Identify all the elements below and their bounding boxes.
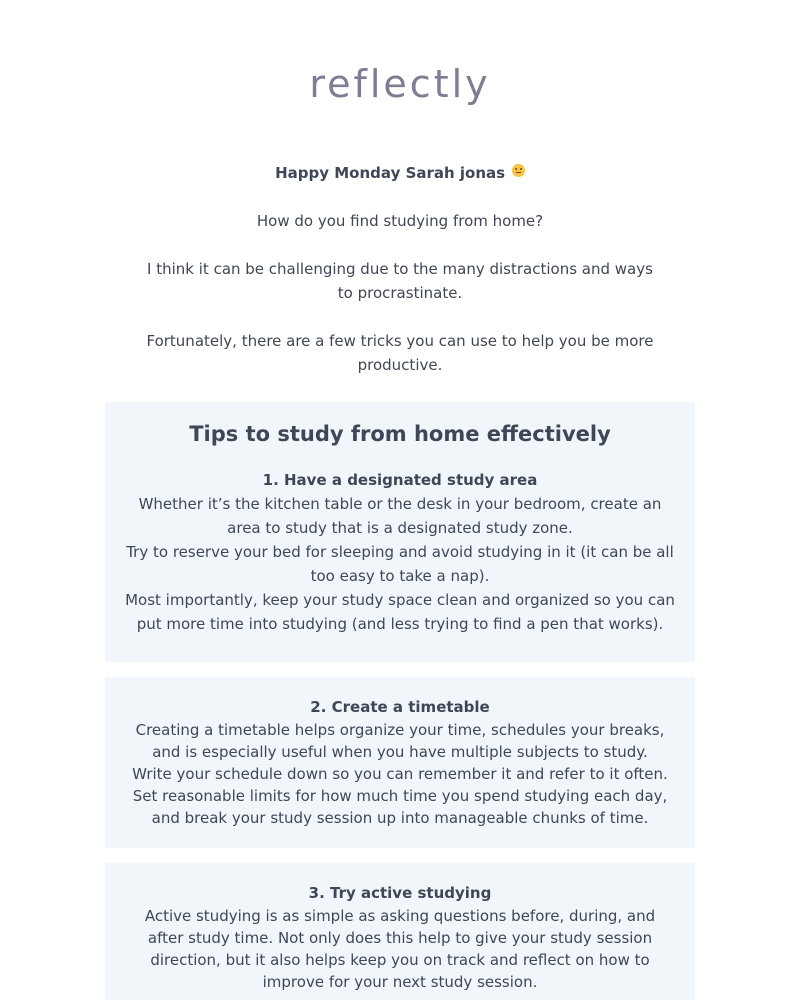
tip-heading: 3. Try active studying xyxy=(308,884,492,902)
tip-line: Active studying is as simple as asking questions before, during, and after study time. Not only does this help to give your study session direction, but it also helps keep you on track and reflect on how to improve for your next study session. xyxy=(144,907,656,991)
greeting-line xyxy=(140,161,660,185)
tip-heading: 1. Have a designated study area xyxy=(262,471,538,489)
tip-body xyxy=(125,492,675,636)
tip-line: Creating a timetable helps organize your time, schedules your breaks, and is especially useful when you have multiple subjects to study. xyxy=(135,721,665,761)
intro-paragraph: I think it can be challenging due to the many distractions and ways to procrastinate. xyxy=(147,260,653,302)
smiley-face-icon xyxy=(512,164,525,177)
intro-section xyxy=(140,161,660,401)
tip-body xyxy=(125,905,675,993)
tip-card xyxy=(105,863,695,1000)
tip-line: Whether it’s the kitchen table or the desk in your bedroom, create an area to study that is a designated study zone. xyxy=(138,495,662,537)
tips-section-title: Tips to study from home effectively xyxy=(189,422,611,446)
tip-card xyxy=(105,677,695,848)
tip-line: Set reasonable limits for how much time you spend studying each day, and break your study session up into manageable chunks of time. xyxy=(132,787,668,827)
intro-paragraph: How do you find studying from home? xyxy=(256,212,544,230)
tip-line: Write your schedule down so you can remember it and refer to it often. xyxy=(132,765,668,783)
greeting-text: Happy Monday Sarah jonas xyxy=(275,164,506,182)
intro-paragraph: Fortunately, there are a few tricks you can use to help you be more productive. xyxy=(146,332,654,374)
tip-line: Most importantly, keep your study space clean and organized so you can put more time into studying (and less trying to find a pen that works). xyxy=(125,591,675,633)
tip-body xyxy=(125,719,675,829)
tip-line: Try to reserve your bed for sleeping and avoid studying in it (it can be all too easy to take a nap). xyxy=(126,543,674,585)
tip-heading: 2. Create a timetable xyxy=(310,698,490,716)
reflectly-logo[interactable]: reflectly xyxy=(309,62,491,106)
tip-card xyxy=(105,402,695,662)
